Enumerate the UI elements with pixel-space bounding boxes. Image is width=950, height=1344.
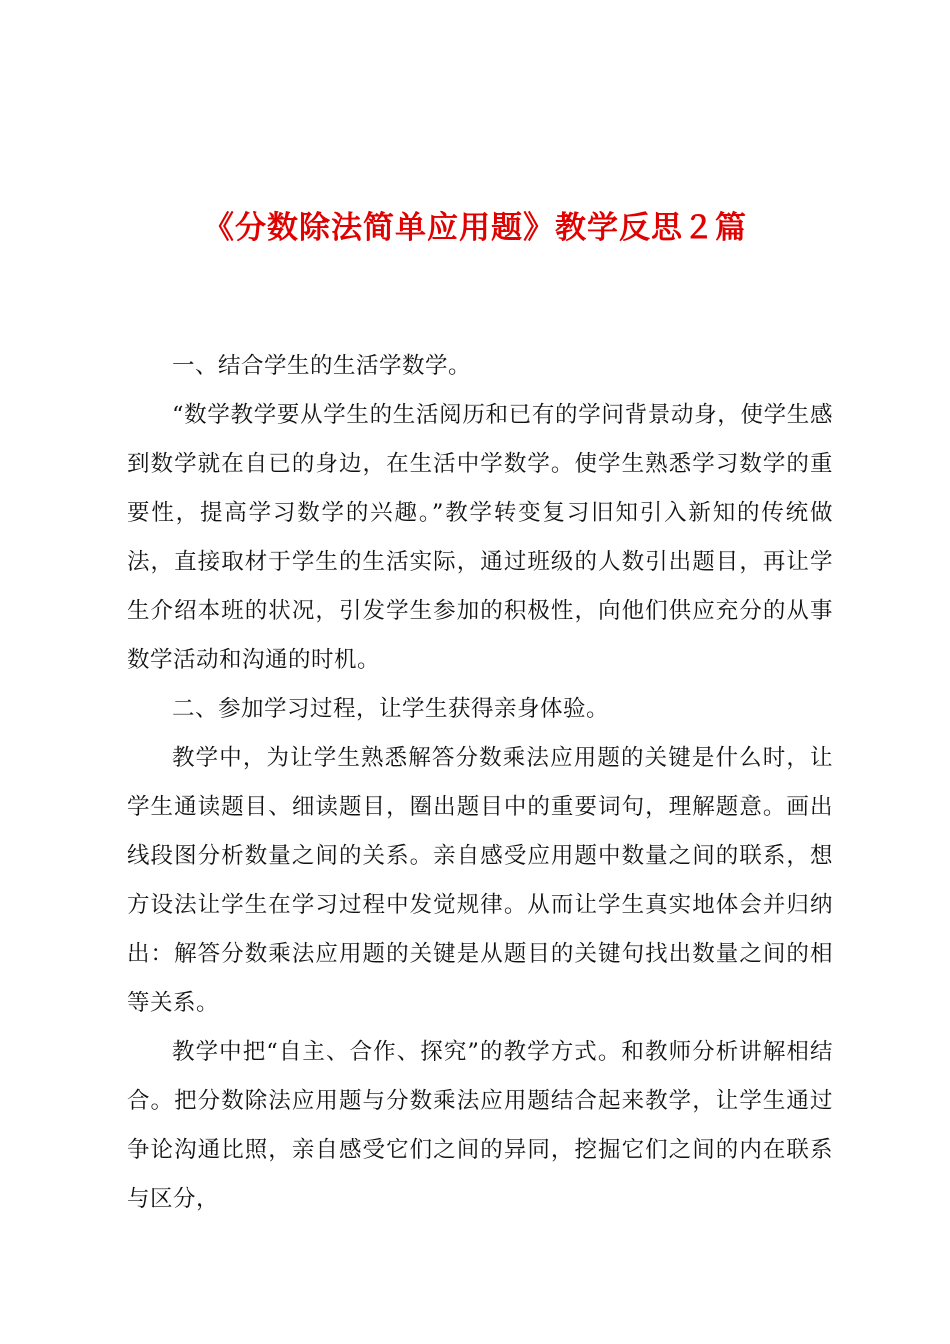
document-body <box>127 342 833 1224</box>
paragraph: “数学教学要从学生的生活阅历和已有的学问背景动身，使学生感到数学就在自已的身边，在生活中学数学。使学生熟悉学习数学的重要性，提高学习数学的兴趣。”教学转变复习旧知引入新知的传统做法，直接取材于学生的生活实际，通过班级的人数引出题目，再让学生介绍本班的状况，引发学生参加的积极性，向他们供应充分的从事数学活动和沟通的时机。 <box>127 402 833 673</box>
document-title: 《分数除法简单应用题》教学反思２篇 <box>203 210 747 246</box>
paragraph: 教学中把“自主、合作、探究”的教学方式。和教师分析讲解相结合。把分数除法应用题与分数乘法应用题结合起来教学，让学生通过争论沟通比照，亲自感受它们之间的异同，挖掘它们之间的内在联系与区分， <box>127 1039 833 1212</box>
paragraph-heading-2: 二、参加学习过程，让学生获得亲身体验。 <box>172 696 610 722</box>
paragraph-heading-1: 一、结合学生的生活学数学。 <box>172 353 472 379</box>
paragraph: 教学中，为让学生熟悉解答分数乘法应用题的关键是什么时，让学生通读题目、细读题目，圈出题目中的重要词句，理解题意。画出线段图分析数量之间的关系。亲自感受应用题中数量之间的联系，想方设法让学生在学习过程中发觉规律。从而让学生真实地体会并归纳出：解答分数乘法应用题的关键是从题目的关键句找出数量之间的相等关系。 <box>127 745 833 1016</box>
